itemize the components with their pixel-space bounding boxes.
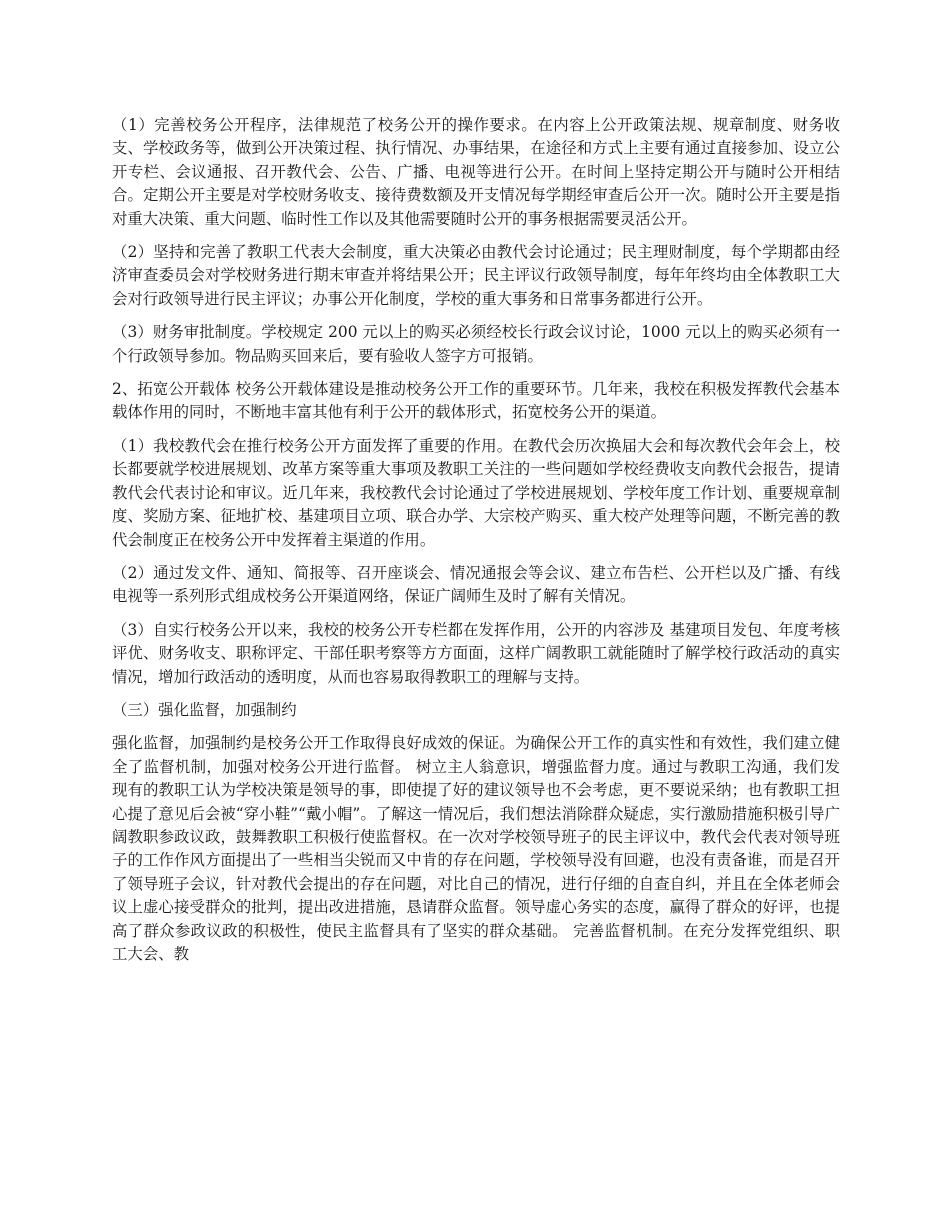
paragraph-2-3-bulletin: （3）自实行校务公开以来，我校的校务公开专栏都在发挥作用，公开的内容涉及 基建项目发包、年度考核评优、财务收支、职称评定、干部任职考察等方方面面，这样广阔教职工就能随时了解学校行政活动的真实情况，增加行政活动的透明度，从而也容易取得教职工的理解与支持。 (112, 620, 840, 686)
paragraph-2-2-channels: （2）通过发文件、通知、简报等、召开座谈会、情况通报会等会议、建立布告栏、公开栏以及广播、有线电视等一系列形式组成校务公开渠道网络，保证广阔师生及时了解有关情况。 (112, 563, 840, 606)
paragraph-3-supervision: 强化监督，加强制约是校务公开工作取得良好成效的保证。为确保公开工作的真实性和有效性，我们建立健全了监督机制，加强对校务公开进行监督。 树立主人翁意识，增强监督力度。通过与教职工沟通，我们发现有的教职工认为学校决策是领导的事，即使提了好的建议领导也不会考虑，更不要说采纳；也有教职工担心提了意见后会被“穿小鞋”“戴小帽”。了解这一情况后，我们想法消除群众疑虑，实行激励措施积极引导广阔教职参政议政，鼓舞教职工积极行使监督权。在一次对学校领导班子的民主评议中，教代会代表对领导班子的工作作风方面提出了一些相当尖锐而又中肯的存在问题，学校领导没有回避，也没有责备谁，而是召开了领导班子会议，针对教代会提出的存在问题，对比自己的情况，进行仔细的自查自纠，并且在全体老师会议上虚心接受群众的批判，提出改进措施，恳请群众监督。领导虚心务实的态度，赢得了群众的好评，也提高了群众参政议政的积极性，使民主监督具有了坚实的群众基础。 完善监督机制。在充分发挥党组织、职工大会、教 (112, 734, 840, 963)
paragraph-1-3-finance-approval: （3）财务审批制度。学校规定 200 元以上的购买必须经校长行政会议讨论，1000 元以上的购买必须有一个行政领导参加。物品购买回来后，要有验收人签字方可报销。 (112, 323, 840, 365)
paragraph-1-2-staff-congress: （2）坚持和完善了教职工代表大会制度，重大决策必由教代会讨论通过；民主理财制度，每个学期都由经济审查委员会对学校财务进行期末审查并将结果公开；民主评议行政领导制度，每年年终均由全体教职工大会对行政领导进行民主评议；办事公开化制度，学校的重大事务和日常事务都进行公开。 (112, 243, 840, 308)
paragraph-2-open-carriers: 2、拓宽公开载体 校务公开载体建设是推动校务公开工作的重要环节。几年来，我校在积极发挥教代会基本载体作用的同时，不断地丰富其他有利于公开的载体形式，拓宽校务公开的渠道。 (112, 380, 840, 422)
paragraph-2-1-congress-role: （1）我校教代会在推行校务公开方面发挥了重要的作用。在教代会历次换届大会和每次教代会年会上，校长都要就学校进展规划、改革方案等重大事项及教职工关注的一些问题如学校经费收支向教代会报告，提请教代会代表讨论和审议。近几年来，我校教代会讨论通过了学校进展规划、学校年度工作计划、重要规章制度、奖励方案、征地扩校、基建项目立项、联合办学、大宗校产购买、重大校产处理等问题，不断完善的教代会制度正在校务公开中发挥着主渠道的作用。 (112, 436, 840, 549)
document-page (112, 114, 840, 976)
paragraph-1-1-open-procedure: （1）完善校务公开程序，法律规范了校务公开的操作要求。在内容上公开政策法规、规章制度、财务收支、学校政务等，做到公开决策过程、执行情况、办事结果，在途径和方式上主要有通过直接参加、设立公开专栏、会议通报、召开教代会、公告、广播、电视等进行公开。在时间上坚持定期公开与随时公开相结合。定期公开主要是对学校财务收支、接待费数额及开支情况每学期经审查后公开一次。随时公开主要是指对重大决策、重大问题、临时性工作以及其他需要随时公开的事务根据需要灵活公开。 (112, 116, 840, 228)
section-heading-3: （三）强化监督，加强制约 (112, 700, 297, 719)
